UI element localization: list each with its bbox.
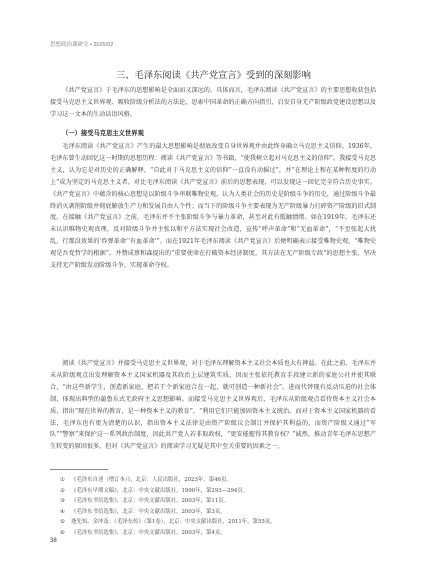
footnote-mark: ② xyxy=(60,487,65,494)
footnote-divider xyxy=(50,469,108,470)
footnote-4 xyxy=(60,507,370,518)
footnote-mark: ④ xyxy=(60,508,65,515)
footnote-text: 《毛泽东书信选集》，北京：中央文献出版社，2003年，第4页。 xyxy=(71,529,226,536)
footnotes xyxy=(60,475,370,539)
footnote-2 xyxy=(60,486,370,497)
intro-paragraph: 《共产党宣言》于毛泽东的思想影响是全面而又深远的。具体而言，毛泽东阅读《共产党宣言》的主要思想收获包括接受马克思主义世界观、吸收阶级分析法的方法论、思索中国革命的正确方向指引、启发自身无产阶级政党建设思想以及学习这一文本的生动话语风格。 xyxy=(50,87,376,118)
footnote-3 xyxy=(60,496,370,507)
footnote-text: 《毛泽东书信选集》，北京：中央文献出版社，2003年，第11页。 xyxy=(71,498,230,505)
footnote-5 xyxy=(60,517,370,528)
subsection-heading: （一）接受马克思主义世界观 xyxy=(62,130,144,137)
footnote-mark: ⑤ xyxy=(60,519,65,526)
footnote-mark: ⑥ xyxy=(60,529,65,536)
section-title: 三、毛泽东阅读《共产党宣言》受到的深刻影响 xyxy=(115,70,312,81)
body-paragraph-2: 阅读《共产党宣言》并接受马克思主义世界观，对于毛泽东理解资本主义社会本质也大有裨益。在此之前，毛泽东并未从阶级观点出发理解资本主义国家机器及其政治上层建筑实质，因而主张依托教育手段建立新的家庭公社并使其联合，“由这些新学生，创造新家庭，把若干个新家庭合在一起，就可创造一种新社会”。进而代替现有反动压迫的社会体制，体现出典型的蒲鲁东式无政府主义思想影响。而接受马克思主义世界观后，毛泽东从阶级观点看待资本主义社会本质，指出“现在世界的教育，是一种资本主义的教育”，“利用它们只能加固资本主义统治。而对于资本主义国家机器的看法，毛泽东也有更为清楚的认识，指出资本主义法律是由资产阶级议会制订并保护其利益的，而资产阶级又通过“军队”“警察”来保护这一系列政治制度，因此共产党人若非取政权，“更安能握得其教育权？”诚然，推动青年毛泽东思想产生转变的原因很多，但对《共产党宣言》的阅读学习无疑是其中至关重要的因素之一。 xyxy=(50,360,376,451)
footnote-6 xyxy=(60,528,370,539)
footnote-text: 《毛泽东自述（增订本）》，北京：人民出版社，2023年，第46页。 xyxy=(71,477,232,483)
footnote-text: 逄先知、金冲及：《毛泽东传》（第1卷），北京：中央文献出版社，2011年，第55页。 xyxy=(71,519,276,526)
footnote-mark: ③ xyxy=(60,498,65,505)
footnote-text: 《毛泽东书信选集》，北京：中央文献出版社，2003年，第3页。 xyxy=(71,508,226,515)
page-number: 38 xyxy=(50,538,57,544)
footnote-text: 《毛泽东早期文稿》，北京：中央文献出版社，1990年，第293—294页。 xyxy=(71,487,249,494)
body-paragraph-1: 毛泽东阅读《共产党宣言》产生的最大思想影响是彻底改变自身世界观并由此终身确立马克思主义信仰。1936年，毛泽东曾生动回忆这一时期的思想历程：阅读《共产党宣言》等书籍，“使我树立起对马克思主义的信仰”。我接受马克思主义，认为它是对历史的正确解释，“自此对于马克思主义的信仰”一直没有动摇过”，并“在理论上和在某种程度的行动上”成为坚定的马克思主义者。对比毛泽东阅读《共产党宣言》前后的思想表现，可以发现这一回忆完全符合历史事实。《共产党宣言》中蕴含的核心思想是以阶级斗争串联唯物史观，认为人类社会的历史是阶级斗争的历史，通过阶级斗争最终消灭剥削阶级并彻底解放生产力和发展自由人个性；而当下的阶级斗争主要表现为无产阶级暴力打碎资产阶级的旧式制度。在接触《共产党宣言》之前，毛泽东并不主张阶级斗争与暴力革命，甚至对此有抵触情绪。如在1919年，毛泽东还未认识唯物史观真理，反对阶级斗争并主张以和平方法实现社会改造，宣传“呼声革命”和“无血革命”，“不至张起大扰乱，行那没效果的‘炸弹革命’‘有血革命’”。而在1921年毛泽东阅读《共产党宣言》后便明确表示接受唯物史观，“唯物史观是吾党哲学的根据”。并赞成蔡和森提出的“重要使命在打破资本经济制度，其方法在无产阶级专政”的思想主张，坚决支持无产阶级发动阶级斗争、实现革命夺权。 xyxy=(50,143,376,270)
footnote-mark: ① xyxy=(60,477,65,483)
running-head: 思想政治课研究 • 2025/02 xyxy=(50,42,114,48)
footnote-1 xyxy=(60,475,370,486)
